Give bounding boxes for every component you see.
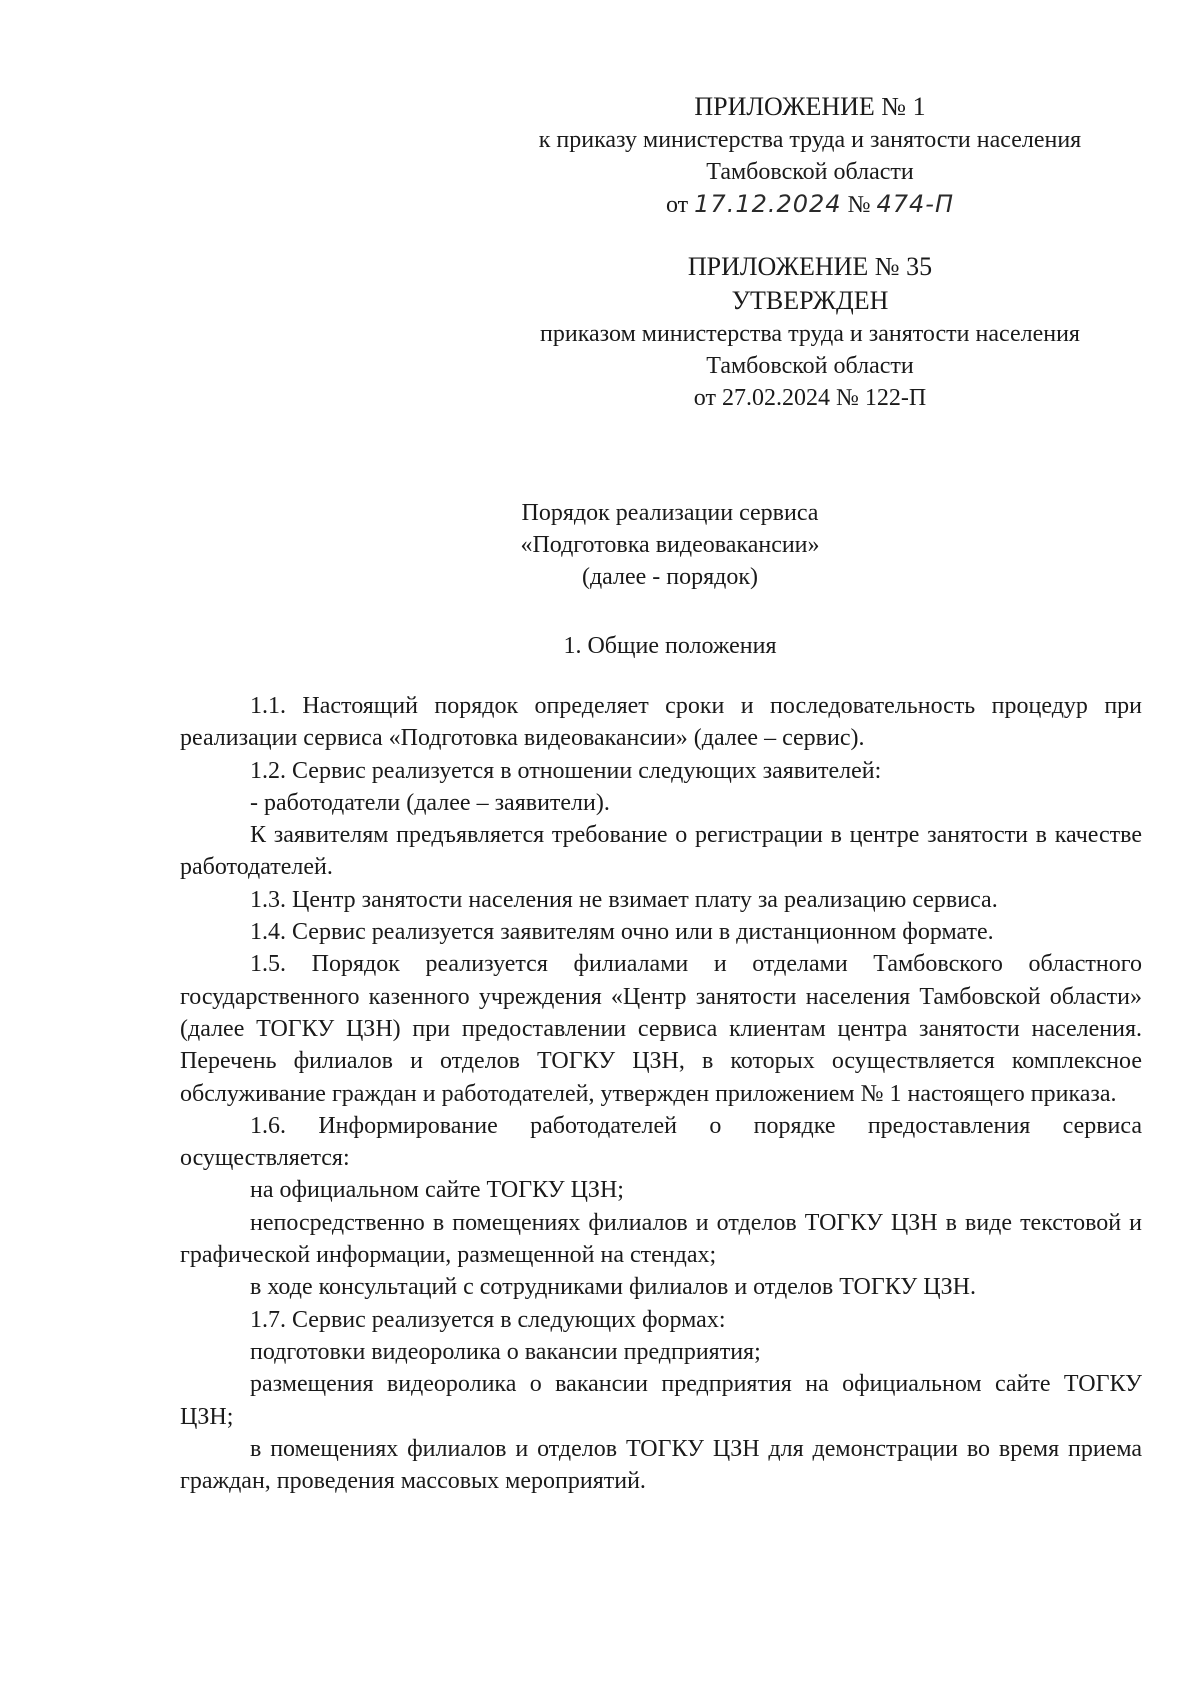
title-line-2: «Подготовка видеовакансии»: [520, 532, 820, 558]
approved-label: УТВЕРЖДЕН: [731, 286, 889, 315]
annex-1-order-ref: к приказу министерства труда и занятости населения: [538, 127, 1082, 153]
annex-35-header: [470, 250, 1150, 414]
paragraph-1-7: 1.7. Сервис реализуется в следующих формах:: [250, 1306, 726, 1333]
handwritten-number: 474-П: [876, 190, 954, 218]
list-item-video-preparation: подготовки видеоролика о вакансии предприятия;: [250, 1338, 761, 1365]
list-item-consultations: в ходе консультаций с сотрудниками филиалов и отделов ТОГКУ ЦЗН.: [250, 1274, 976, 1301]
list-item-website: на официальном сайте ТОГКУ ЦЗН;: [250, 1177, 624, 1204]
paragraph-1-2: 1.2. Сервис реализуется в отношении следующих заявителей:: [250, 757, 882, 784]
list-item-stands: непосредственно в помещениях филиалов и отделов ТОГКУ ЦЗН в виде текстовой и графической информации, размещенной на стендах;: [180, 1209, 1142, 1269]
section-heading: 1. Общие положения: [563, 633, 777, 659]
paragraph-1-4: 1.4. Сервис реализуется заявителям очно или в дистанционном формате.: [250, 919, 994, 946]
paragraph-1-5: 1.5. Порядок реализуется филиалами и отделами Тамбовского областного государственного казенного учреждения «Центр занятости населения Тамбовской области» (далее ТОГКУ ЦЗН) при предоставлении сервиса клиентам центра занятости населения. Перечень филиалов и отделов ТОГКУ ЦЗН, в которых осуществляется комплексное обслуживание граждан и работодателей, утвержден приложением № 1 настоящего приказа.: [180, 951, 1142, 1107]
section-body: [180, 690, 1142, 1497]
document-title: [360, 497, 980, 593]
annex-35-region: Тамбовской области: [706, 353, 914, 379]
annex-1-header: [470, 90, 1150, 221]
date-prefix: от: [665, 192, 689, 218]
annex-35-order-ref: приказом министерства труда и занятости населения: [540, 321, 1080, 347]
annex-35-date: от 27.02.2024 № 122-П: [693, 385, 927, 411]
annex-35-title: ПРИЛОЖЕНИЕ № 35: [687, 252, 933, 281]
paragraph-1-3: 1.3. Центр занятости населения не взимает плату за реализацию сервиса.: [250, 886, 998, 913]
title-line-1: Порядок реализации сервиса: [521, 500, 819, 526]
number-prefix: №: [847, 192, 871, 218]
title-line-3: (далее - порядок): [581, 564, 759, 590]
list-item-video-demonstration: в помещениях филиалов и отделов ТОГКУ ЦЗН для демонстрации во время приема граждан, проведения массовых мероприятий.: [180, 1435, 1142, 1495]
annex-1-title: ПРИЛОЖЕНИЕ № 1: [694, 92, 926, 121]
handwritten-date: 17.12.2024: [694, 190, 842, 218]
annex-1-date-line: [470, 188, 1150, 221]
paragraph-requirement: К заявителям предъявляется требование о регистрации в центре занятости в качестве работодателей.: [180, 822, 1142, 881]
paragraph-applicants: - работодатели (далее – заявители).: [250, 789, 610, 816]
paragraph-1-1: 1.1. Настоящий порядок определяет сроки и последовательность процедур при реализации сервиса «Подготовка видеовакансии» (далее – сервис).: [180, 693, 1142, 752]
paragraph-1-6: 1.6. Информирование работодателей о порядке предоставления сервиса осуществляется:: [180, 1112, 1142, 1172]
list-item-video-placement: размещения видеоролика о вакансии предприятия на официальном сайте ТОГКУ ЦЗН;: [180, 1371, 1142, 1430]
annex-1-region: Тамбовской области: [706, 159, 914, 185]
